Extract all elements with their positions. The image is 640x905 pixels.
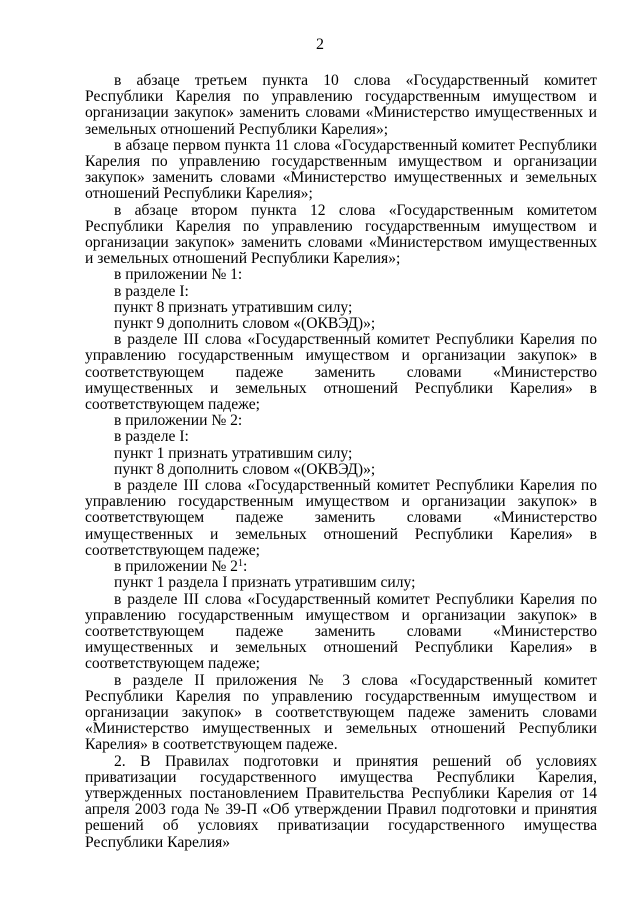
paragraph-appendix-2-1: [85, 559, 597, 575]
paragraph-appendix-2-section-1: в разделе I:: [114, 428, 189, 446]
document-body: [85, 73, 597, 851]
paragraph-appendix-2-1-section-3: в разделе III слова «Государственный комитет Республики Карелия по управлению государственным имуществом и организации закупок» в соответствующем падеже заменить словами «Министерство имущественных и земельных отношений Республики Карелия» в соответствующем падеже;: [85, 590, 597, 673]
paragraph-appendix-2-1-point-1: пункт 1 раздела I признать утратившим силу;: [114, 574, 416, 592]
paragraph-appendix-1-section-1: в разделе I:: [114, 282, 189, 300]
paragraph-item-12: в абзаце втором пункта 12 слова «Государственным комитетом Республики Карелия по управлению государственным имуществом и организации закупок» заменить словами «Министерством имущественных и земельных отношений Республики Карелия»;: [85, 201, 597, 268]
appendix-2-1-superscript: 1: [237, 558, 243, 570]
appendix-2-1-text: в приложении № 2: [114, 558, 238, 576]
paragraph-appendix-3-section-2: в разделе II приложения № 3 слова «Государственный комитет Республики Карелия по управлению государственным имуществом и организации закупок» в соответствующем падеже заменить словами «Министерство имущественных и земельных отношений Республики Карелия» в соответствующем падеже.: [85, 671, 597, 754]
paragraph-appendix-1: в приложении № 1:: [114, 266, 243, 284]
paragraph-appendix-1-point-8: пункт 8 признать утратившим силу;: [114, 298, 353, 316]
paragraph-appendix-1-point-9: пункт 9 дополнить словом «(ОКВЭД)»;: [114, 315, 376, 333]
paragraph-item-11: в абзаце первом пункта 11 слова «Государственный комитет Республики Карелия по управлению государственным имуществом и организации закупок» заменить словами «Министерство имущественных и земельных отношений Республики Карелия»;: [85, 136, 597, 203]
paragraph-item-2-privatization-rules: 2. В Правилах подготовки и принятия решений об условиях приватизации государственного имущества Республики Карелия, утвержденных постановлением Правительства Республики Карелия от 14 апреля 2003 года № 39-П «Об утверждении Правил подготовки и принятия решений об условиях приватизации государственного имущества Республики Карелия»: [85, 752, 597, 851]
paragraph-appendix-2-section-3: в разделе III слова «Государственный комитет Республики Карелия по управлению государственным имуществом и организации закупок» в соответствующем падеже заменить словами «Министерство имущественных и земельных отношений Республики Карелия» в соответствующем падеже;: [85, 477, 597, 559]
paragraph-appendix-1-section-3: в разделе III слова «Государственный комитет Республики Карелия по управлению государственным имуществом и организации закупок» в соответствующем падеже заменить словами «Министерство имущественных и земельных отношений Республики Карелия» в соответствующем падеже;: [85, 331, 597, 414]
page-number: 2: [316, 36, 324, 53]
paragraph-appendix-2-point-8: пункт 8 дополнить словом «(ОКВЭД)»;: [114, 460, 376, 478]
appendix-2-1-colon: :: [242, 558, 248, 576]
paragraph-appendix-2: в приложении № 2:: [114, 412, 243, 430]
paragraph-appendix-2-point-1: пункт 1 признать утратившим силу;: [114, 444, 353, 462]
paragraph-item-10: в абзаце третьем пункта 10 слова «Государственный комитет Республики Карелия по управлению государственным имуществом и организации закупок» заменить словами «Министерство имущественных и земельных отношений Республики Карелия»;: [85, 72, 597, 138]
